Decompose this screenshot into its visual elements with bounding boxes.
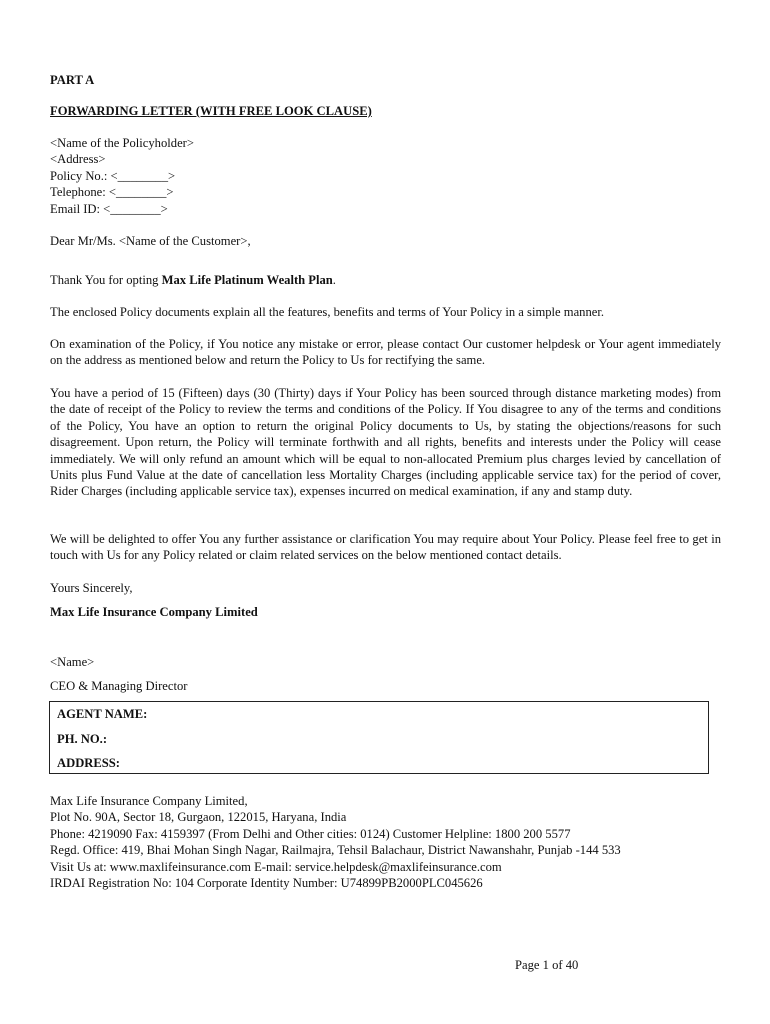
policyholder-name: <Name of the Policyholder> — [50, 136, 194, 150]
thanks-prefix: Thank You for opting — [50, 273, 162, 287]
agent-details-box — [49, 701, 709, 774]
agent-phone-label: PH. NO.: — [57, 731, 108, 746]
page-number: Page 1 of 40 — [515, 958, 579, 972]
paragraph-assistance: We will be delighted to offer You any further assistance or clarification You may require about Your Policy. Please feel free to get in touch with Us for any Policy related or claim related services on the below mentioned contact details. — [50, 532, 721, 563]
footer-registration: IRDAI Registration No: 104 Corporate Identity Number: U74899PB2000PLC045626 — [50, 876, 483, 891]
signatory-name: <Name> — [50, 655, 95, 669]
letter-title: FORWARDING LETTER (WITH FREE LOOK CLAUSE) — [50, 104, 372, 118]
salutation: Dear Mr/Ms. <Name of the Customer>, — [50, 234, 251, 248]
paragraph-examination: On examination of the Policy, if You notice any mistake or error, please contact Our customer helpdesk or Your agent immediately on the address as mentioned below and return the Policy to Us for rectifying the same. — [50, 337, 721, 368]
footer-regd-office: Regd. Office: 419, Bhai Mohan Singh Nagar, Railmajra, Tehsil Balachaur, District Nawanshahr, Punjab -144 533 — [50, 843, 621, 858]
part-heading: PART A — [50, 73, 95, 87]
agent-name-label: AGENT NAME: — [57, 707, 148, 721]
recipient-block — [50, 135, 721, 217]
sign-off: Yours Sincerely, — [50, 581, 133, 595]
policyholder-address: <Address> — [50, 152, 106, 167]
footer-company: Max Life Insurance Company Limited, — [50, 794, 248, 808]
thanks-paragraph — [50, 272, 721, 288]
paragraph-free-look: You have a period of 15 (Fifteen) days (30 (Thirty) days if Your Policy has been sourced through distance marketing modes) from the date of receipt of the Policy to review the terms and conditions of the Policy. If You disagree to any of the terms and conditions of the Policy, You have an option to return the original Policy documents to Us, by stating the objections/reasons for such disagreement. Upon return, the Policy will terminate forthwith and all rights, benefits and interests under the Policy will cease immediately. We will only refund an amount which will be equal to non-allocated Premium plus charges levied by cancellation of Units plus Fund Value at the date of cancellation less Mortality Charges (including applicable service tax) for the period of cover, Rider Charges (including applicable service tax), expenses incurred on medical examination, if any and stamp duty. — [50, 386, 721, 499]
thanks-suffix: . — [332, 273, 336, 287]
telephone: Telephone: <________> — [50, 185, 174, 200]
policy-number: Policy No.: <________> — [50, 168, 176, 183]
paragraph-documents: The enclosed Policy documents explain all the features, benefits and terms of Your Policy in a simple manner. — [50, 305, 604, 319]
footer-web: Visit Us at: www.maxlifeinsurance.com E-mail: service.helpdesk@maxlifeinsurance.com — [50, 859, 502, 874]
plan-name: Max Life Platinum Wealth Plan — [161, 273, 333, 287]
footer-phone: Phone: 4219090 Fax: 4159397 (From Delhi and Other cities: 0124) Customer Helpline: 1800 200 5577 — [50, 826, 571, 841]
company-name: Max Life Insurance Company Limited — [50, 605, 258, 619]
email-id: Email ID: <________> — [50, 201, 168, 216]
agent-address-label: ADDRESS: — [57, 756, 120, 770]
company-footer — [50, 793, 721, 891]
footer-address: Plot No. 90A, Sector 18, Gurgaon, 122015, Haryana, India — [50, 810, 347, 825]
signatory-title: CEO & Managing Director — [50, 679, 188, 693]
